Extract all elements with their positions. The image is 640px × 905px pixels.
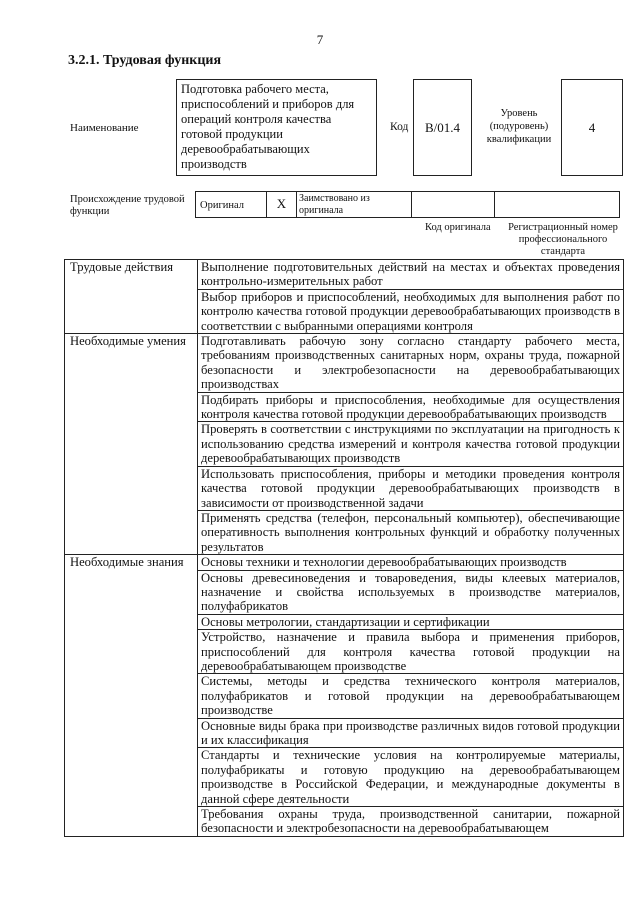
table-cell: Требования охраны труда, производственной санитарии, пожарной безопасности и электробезопасности на деревообрабатывающем — [198, 807, 624, 837]
code-value: B/01.4 — [413, 79, 472, 176]
name-label: Наименование — [70, 122, 139, 134]
table-cell: Проверять в соответствии с инструкциями по эксплуатации на пригодность к использованию средства измерений и контроля качества готовой продукции деревообрабатывающих производств — [198, 422, 624, 466]
table-cell: Выбор приборов и приспособлений, необходимых для выполнения работ по контролю качества готовой продукции деревообрабатывающих производств в соответствии с выбранными операциями контроля — [198, 289, 624, 333]
section-title-knowledge: Необходимые знания — [65, 555, 198, 837]
table-cell: Подбирать приборы и приспособления, необходимые для осуществления контроля качества готовой продукции деревообрабатывающих производств — [198, 392, 624, 422]
table-row — [65, 260, 624, 290]
table-cell: Применять средства (телефон, персональный компьютер), обеспечивающие оперативность выполнения контрольных функций и обработку полученных результатов — [198, 510, 624, 554]
reg-number-label: Регистрационный номер профессионального стандарта — [508, 222, 618, 257]
section-title: 3.2.1. Трудовая функция — [68, 53, 222, 68]
table-cell: Подготавливать рабочую зону согласно стандарту рабочего места, требованиям производственных санитарных норм, охраны труда, пожарной безопасности и электробезопасности на деревообрабатывающих производствах — [198, 334, 624, 393]
origin-reg-cell — [494, 191, 620, 218]
table-row — [65, 334, 624, 393]
function-table — [64, 259, 624, 837]
origin-row — [196, 191, 623, 218]
table-cell: Основные виды брака при производстве различных видов готовой продукции и их классификация — [198, 718, 624, 748]
level-label: Уровень (подуровень) квалификации — [486, 108, 552, 145]
section-title-actions: Трудовые действия — [65, 260, 198, 334]
code-original-label: Код оригинала — [425, 222, 491, 233]
origin-borrowed: Заимствовано из оригинала — [296, 191, 412, 218]
table-cell: Основы техники и технологии деревообрабатывающих производств — [198, 555, 624, 570]
table-cell: Системы, методы и средства технического контроля материалов, полуфабрикатов и готовой продукции на деревообрабатывающем производстве — [198, 674, 624, 718]
table-cell: Основы древесиноведения и товароведения, виды клеевых материалов, назначение и свойства используемых в производстве материалов, полуфабрикатов — [198, 570, 624, 614]
table-row — [65, 555, 624, 570]
table-cell: Устройство, назначение и правила выбора и применения приборов, приспособлений для контроля качества готовой продукции на деревообрабатывающем производстве — [198, 630, 624, 674]
function-name: Подготовка рабочего места, приспособлений и приборов для операций контроля качества готовой продукции деревообрабатывающих производств — [176, 79, 377, 176]
section-title-skills: Необходимые умения — [65, 334, 198, 555]
table-cell: Стандарты и технические условия на контролируемые материалы, полуфабрикаты и готовую продукцию на деревообрабатывающем производстве в Российской Федерации, и международные документы в данной сфере деятельности — [198, 748, 624, 807]
code-label: Код — [390, 121, 409, 133]
page-number: 7 — [316, 32, 324, 47]
origin-code-cell — [411, 191, 495, 218]
origin-original: Оригинал — [195, 191, 267, 218]
origin-mark: X — [266, 191, 297, 218]
origin-label: Происхождение трудовой функции — [70, 194, 185, 217]
level-value: 4 — [561, 79, 623, 176]
table-cell: Использовать приспособления, приборы и методики проведения контроля качества готовой продукции деревообрабатывающих производств в зависимости от производственной задачи — [198, 466, 624, 510]
table-cell: Основы метрологии, стандартизации и сертификации — [198, 614, 624, 629]
table-cell: Выполнение подготовительных действий на местах и объектах проведения контрольно-измерительных работ — [198, 260, 624, 290]
